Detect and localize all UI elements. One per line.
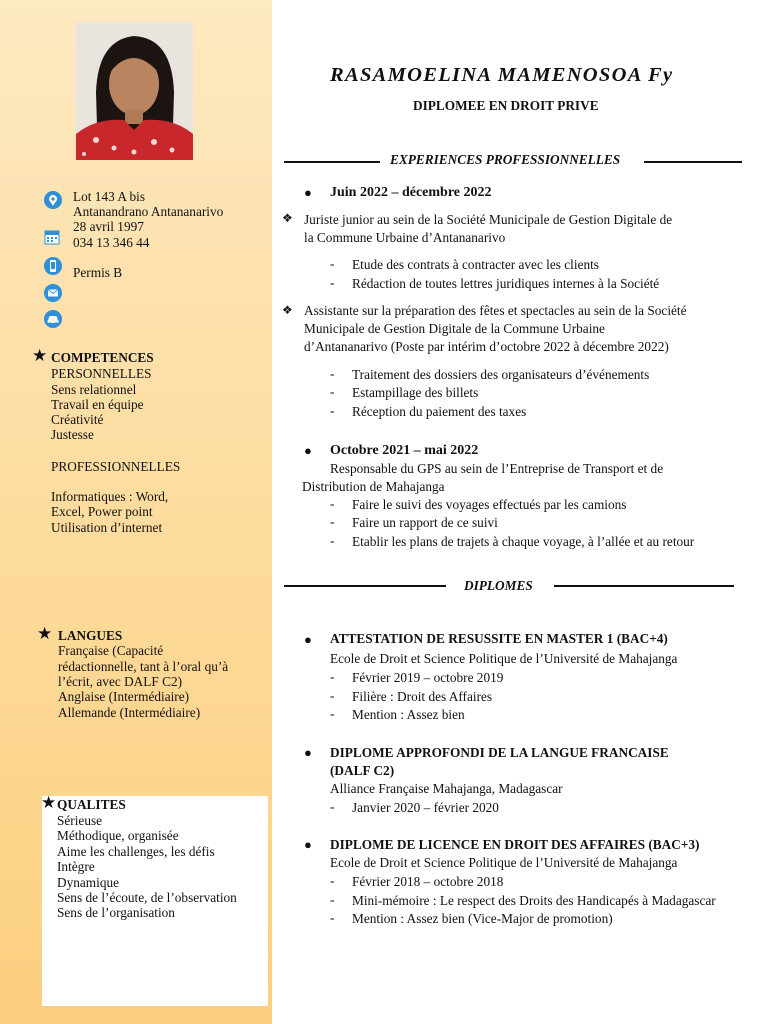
section-rule: [284, 161, 380, 163]
envelope-icon: [44, 284, 62, 302]
diploma-title: DIPLOME APPROFONDI DE LA LANGUE FRANCAISE: [330, 745, 669, 760]
dash-bullet-icon: -: [330, 533, 335, 548]
job-description: Responsable du GPS au sein de l’Entreprise de Transport et de: [330, 461, 664, 476]
bullet-icon: ●: [304, 745, 312, 760]
job-task: Estampillage des billets: [352, 385, 479, 400]
experiences-heading: EXPERIENCES PROFESSIONNELLES: [390, 152, 621, 167]
job-task: Traitement des dossiers des organisateurs d’événements: [352, 367, 650, 382]
competence-item: Informatiques : Word,: [51, 489, 169, 504]
birthdate: 28 avril 1997: [73, 219, 144, 234]
job-description: Distribution de Mahajanga: [302, 479, 445, 494]
star-icon: ★: [32, 346, 48, 365]
bullet-icon: ●: [304, 443, 312, 458]
quality-item: Méthodique, organisée: [57, 828, 179, 843]
candidate-title: DIPLOMEE EN DROIT PRIVE: [413, 98, 599, 113]
candidate-name: RASAMOELINA MAMENOSOA Fy: [330, 64, 674, 86]
dash-bullet-icon: -: [330, 496, 335, 511]
phone-number: 034 13 346 44: [73, 235, 150, 250]
competence-item: Excel, Power point: [51, 504, 153, 519]
dash-bullet-icon: -: [330, 275, 335, 290]
calendar-icon: [44, 229, 60, 245]
diploma-detail: Mini-mémoire : Le respect des Droits des Handicapés à Madagascar: [352, 893, 716, 908]
star-icon: ★: [41, 793, 57, 812]
dash-bullet-icon: -: [330, 669, 335, 684]
address-line-2: Antanandrano Antananarivo: [73, 204, 224, 219]
quality-item: Sens de l’écoute, de l’observation: [57, 890, 237, 905]
quality-item: Dynamique: [57, 875, 120, 890]
competence-item: Travail en équipe: [51, 397, 144, 412]
language-item: Allemande (Intermédiaire): [58, 705, 201, 720]
dash-bullet-icon: -: [330, 384, 335, 399]
competences-professional-heading: PROFESSIONNELLES: [51, 459, 181, 474]
job-task: Rédaction de toutes lettres juridiques internes à la Société: [352, 276, 660, 291]
language-item: l’écrit, avec DALF C2): [58, 674, 183, 689]
competence-item: Sens relationnel: [51, 382, 137, 397]
diploma-detail: Février 2018 – octobre 2018: [352, 874, 504, 889]
job-description: la Commune Urbaine d’Antananarivo: [304, 230, 506, 245]
diploma-school: Ecole de Droit et Science Politique de l’Université de Mahajanga: [330, 651, 678, 666]
competence-item: Justesse: [51, 427, 94, 442]
diploma-school: Alliance Française Mahajanga, Madagascar: [330, 781, 563, 796]
diploma-title: DIPLOME DE LICENCE EN DROIT DES AFFAIRES (BAC+3): [330, 837, 700, 852]
car-icon: [44, 310, 62, 328]
diploma-detail: Mention : Assez bien (Vice-Major de promotion): [352, 911, 613, 926]
job-task: Etude des contrats à contracter avec les clients: [352, 257, 599, 272]
address-line-1: Lot 143 A bis: [73, 189, 146, 204]
diploma-title: ATTESTATION DE RESUSSITE EN MASTER 1 (BAC+4): [330, 631, 668, 646]
diploma-detail: Mention : Assez bien: [352, 707, 465, 722]
star-icon: ★: [37, 624, 53, 643]
job-task: Faire un rapport de ce suivi: [352, 515, 498, 530]
dash-bullet-icon: -: [330, 706, 335, 721]
location-pin-icon: [44, 191, 62, 209]
section-rule: [644, 161, 742, 163]
job-task: Faire le suivi des voyages effectués par les camions: [352, 497, 627, 512]
dash-bullet-icon: -: [330, 514, 335, 529]
quality-item: Sens de l’organisation: [57, 905, 175, 920]
diploma-school: Ecole de Droit et Science Politique de l’Université de Mahajanga: [330, 855, 678, 870]
section-rule: [284, 585, 446, 587]
competences-personal-heading: PERSONNELLES: [51, 366, 152, 381]
mobile-phone-icon: [44, 257, 62, 275]
job-task: Etablir les plans de trajets à chaque voyage, à l’allée et au retour: [352, 534, 695, 549]
driving-license: Permis B: [73, 265, 123, 280]
job-description: Juriste junior au sein de la Société Municipale de Gestion Digitale de: [304, 212, 673, 227]
diploma-detail: Filière : Droit des Affaires: [352, 689, 493, 704]
langues-heading: LANGUES: [58, 628, 123, 643]
profile-photo: [76, 22, 193, 160]
competence-item: Utilisation d’internet: [51, 520, 163, 535]
dash-bullet-icon: -: [330, 799, 335, 814]
dash-bullet-icon: -: [330, 910, 335, 925]
diamond-bullet-icon: ❖: [282, 211, 293, 225]
job-description: d’Antananarivo (Poste par intérim d’octobre 2022 à décembre 2022): [304, 339, 669, 354]
bullet-icon: ●: [304, 837, 312, 852]
diamond-bullet-icon: ❖: [282, 303, 293, 317]
language-item: rédactionnelle, tant à l’oral qu’à: [58, 659, 229, 674]
diplomes-heading: DIPLOMES: [464, 578, 533, 593]
quality-item: Intègre: [57, 859, 95, 874]
diploma-detail: Janvier 2020 – février 2020: [352, 800, 499, 815]
language-item: Anglaise (Intermédiaire): [58, 689, 190, 704]
qualites-heading: QUALITES: [57, 797, 126, 812]
dash-bullet-icon: -: [330, 892, 335, 907]
language-item: Française (Capacité: [58, 643, 164, 658]
bullet-icon: ●: [304, 632, 312, 647]
diploma-detail: Février 2019 – octobre 2019: [352, 670, 504, 685]
dash-bullet-icon: -: [330, 256, 335, 271]
dash-bullet-icon: -: [330, 403, 335, 418]
job-description: Assistante sur la préparation des fêtes et spectacles au sein de la Société: [304, 303, 687, 318]
dash-bullet-icon: -: [330, 873, 335, 888]
diploma-title: (DALF C2): [330, 763, 395, 778]
quality-item: Aime les challenges, les défis: [57, 844, 215, 859]
dash-bullet-icon: -: [330, 366, 335, 381]
section-rule: [554, 585, 734, 587]
quality-item: Sérieuse: [57, 813, 103, 828]
competence-item: Créativité: [51, 412, 104, 427]
experience-period: Juin 2022 – décembre 2022: [330, 185, 492, 200]
job-description: Municipale de Gestion Digitale de la Commune Urbaine: [304, 321, 605, 336]
dash-bullet-icon: -: [330, 688, 335, 703]
bullet-icon: ●: [304, 185, 312, 200]
job-task: Réception du paiement des taxes: [352, 404, 527, 419]
experience-period: Octobre 2021 – mai 2022: [330, 443, 479, 458]
competences-heading: COMPETENCES: [51, 350, 154, 365]
